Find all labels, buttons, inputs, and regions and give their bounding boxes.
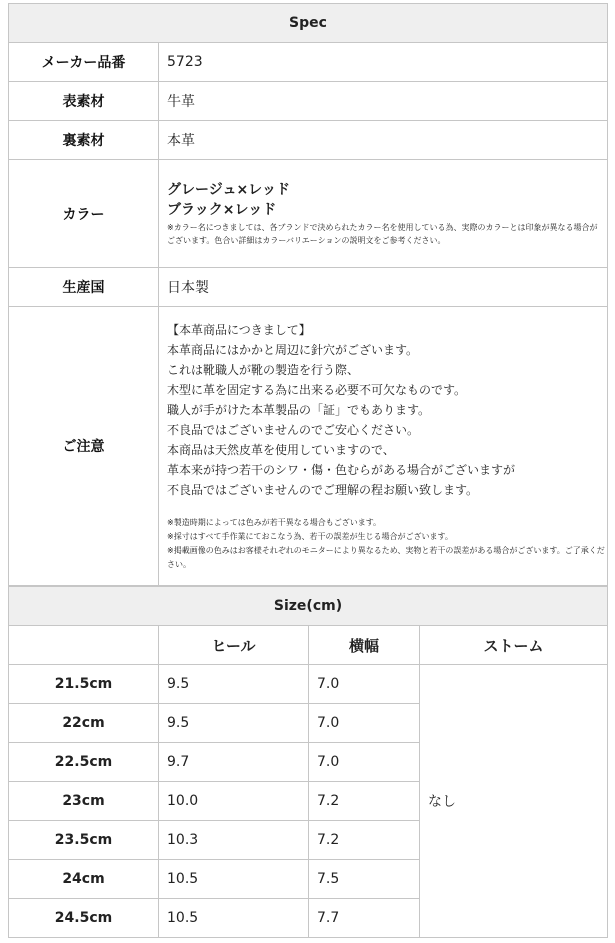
heel-value: 10.5 [159,860,309,899]
storm-value: なし [420,665,608,938]
size-row [9,665,608,704]
color-note: ※カラー名につきましては、各ブランドで決められたカラー名を使用している為、実際のカラーとは印象が異なる場合がございます。色合い詳細はカラーバリエーションの説明文をご参考ください。 [167,223,598,245]
width-value: 7.5 [309,860,420,899]
caution-line: 本革商品にはかかと周辺に針穴がございます。 [167,343,419,357]
storm-column-header: ストーム [420,626,608,665]
color-name: グレージュ×レッド [167,182,291,198]
heel-value: 9.7 [159,743,309,782]
spec-row-color [9,160,608,268]
spec-row-caution [9,307,608,586]
outer-material-value: 牛革 [159,82,608,121]
caution-line: 木型に革を固定する為に出来る必要不可欠なものです。 [167,383,467,397]
size-label: 22cm [9,704,159,743]
caution-label: ご注意 [9,307,159,586]
size-label: 24.5cm [9,899,159,938]
heel-value: 9.5 [159,704,309,743]
caution-note: ※製造時期によっては色みが若干異なる場合もございます。 [167,518,382,527]
spec-row-maker-no [9,43,608,82]
caution-line: 職人が手がけた本革製品の「証」でもあります。 [167,403,431,417]
caution-note: ※採寸はすべて手作業にておこなう為、若干の誤差が生じる場合がございます。 [167,532,453,541]
size-corner-cell [9,626,159,665]
width-value: 7.2 [309,782,420,821]
width-value: 7.0 [309,743,420,782]
spec-row-origin [9,268,608,307]
origin-value: 日本製 [159,268,608,307]
caution-line: 不良品ではございませんのでご安心ください。 [167,423,420,437]
spec-row-outer-material [9,82,608,121]
caution-line: 【本革商品につきまして】 [167,323,311,337]
heel-value: 10.0 [159,782,309,821]
maker-no-value: 5723 [159,43,608,82]
caution-note: ※掲載画像の色みはお客様それぞれのモニターにより異なるため、実物と若干の誤差がある場合がございます。ご了承ください。 [167,546,605,569]
inner-material-value: 本革 [159,121,608,160]
spec-table [8,3,608,586]
caution-line: 革本来が持つ若干のシワ・傷・色むらがある場合がございますが [167,463,516,477]
size-header: Size(cm) [9,587,608,626]
color-label: カラー [9,160,159,268]
heel-column-header: ヒール [159,626,309,665]
heel-value: 10.5 [159,899,309,938]
caution-value [159,307,608,586]
maker-no-label: メーカー品番 [9,43,159,82]
inner-material-label: 裏素材 [9,121,159,160]
outer-material-label: 表素材 [9,82,159,121]
caution-line: これは靴職人が靴の製造を行う際、 [167,363,360,377]
spec-header: Spec [9,4,608,43]
caution-line: 本商品は天然皮革を使用していますので、 [167,443,395,457]
size-table [8,586,608,938]
size-label: 23.5cm [9,821,159,860]
width-value: 7.0 [309,665,420,704]
width-column-header: 横幅 [309,626,420,665]
heel-value: 10.3 [159,821,309,860]
color-name: ブラック×レッド [167,202,277,218]
heel-value: 9.5 [159,665,309,704]
caution-line: 不良品ではございませんのでご理解の程お願い致します。 [167,483,479,497]
size-column-headers [9,626,608,665]
size-label: 23cm [9,782,159,821]
color-value [159,160,608,268]
size-label: 21.5cm [9,665,159,704]
width-value: 7.2 [309,821,420,860]
origin-label: 生産国 [9,268,159,307]
width-value: 7.0 [309,704,420,743]
size-label: 22.5cm [9,743,159,782]
size-label: 24cm [9,860,159,899]
spec-row-inner-material [9,121,608,160]
width-value: 7.7 [309,899,420,938]
